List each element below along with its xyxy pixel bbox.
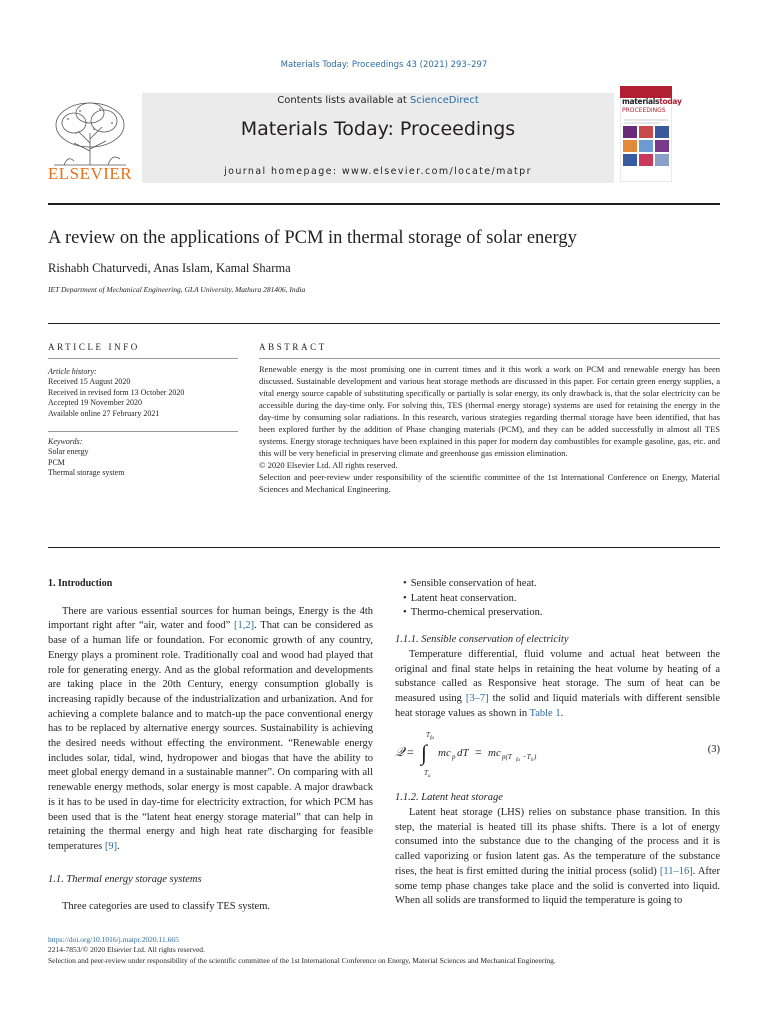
history-item: Received 15 August 2020 (48, 377, 131, 387)
journal-citation[interactable]: Materials Today: Proceedings 43 (2021) 293–297 (280, 60, 488, 70)
contents-line (142, 95, 614, 106)
sensible-paragraph (395, 648, 720, 722)
keywords-rule (48, 431, 238, 432)
left-column (48, 577, 373, 915)
list-item: • Thermo-chemical preservation. (403, 606, 720, 621)
journal-title: Materials Today: Proceedings (240, 118, 516, 140)
abstract-heading: ABSTRACT (259, 342, 327, 352)
svg-text:mc: mc (438, 747, 451, 760)
keyword: Solar energy (48, 447, 89, 457)
cover-title (622, 97, 682, 106)
contents-prefix: Contents lists available at (277, 95, 411, 106)
abstract-selection: Selection and peer-review under responsibility of the scientific committee of the 1st International Conference on Energy, Material Sciences and Mechanical Engineering. (259, 472, 720, 494)
sensible-text: the solid and liquid materials with different sensible heat storage values as shown in (395, 692, 720, 719)
keyword: PCM (48, 457, 65, 467)
keywords (48, 437, 124, 479)
abstract-rule (259, 358, 720, 359)
abstract-text: Renewable energy is the most promising one in current times and it this work a work on PCM and renewable energy has been discussed. Sustainable development and various heat storage methods are discussed in this paper. For certain green energy supplies, a vital energy source capable of substituting specifically or partially is solar energy, its only drawback is, that the solar electricity can be accessible during the day-time only. For solving this, TES (thermal energy storage) systems are used for retaining the energy in the day-time by consuming solar radiations. In this research, various strategies regarding thermal storage have been identified, that has been explored further by the addition of Phase changing materials (PCM), and they can be added successfully in almost all TES systems. Energy storage techniques have been explained in this paper for modern day combustibles for example gasoline, gas, etc. and this will be very beneficial in preserving climate and greenhouse gas emission elimination. (259, 364, 720, 458)
equation-graphic (395, 721, 645, 783)
elsevier-wordmark: ELSEVIER (47, 164, 133, 183)
svg-text:−T: −T (522, 753, 531, 762)
cover-subtitle: PROCEEDINGS (622, 107, 666, 114)
citation-link[interactable]: [1,2] (234, 620, 255, 632)
article-info-heading: ARTICLE INFO (48, 342, 140, 352)
svg-text:p: p (452, 753, 456, 762)
svg-text:mc: mc (488, 747, 501, 760)
intro-text: There are various essential sources for human beings, Energy is the 4th important right after “air, water and food” (48, 605, 373, 632)
affiliation: IET Department of Mechanical Engineering, GLA University, Mathura 281406, India (48, 285, 306, 294)
svg-text:a: a (428, 774, 431, 780)
list-item: • Sensible conservation of heat. (403, 577, 720, 592)
cover-title-materials: materials (622, 97, 660, 106)
latent-text: . After some temp phase changes take place and the solid is converted into liquid. When all solids are transformed to liquid the temperature is going to (395, 865, 720, 907)
elsevier-logo (44, 93, 136, 183)
svg-text:=: = (475, 745, 482, 760)
svg-text:∫: ∫ (421, 740, 428, 766)
tes-category-list (395, 577, 720, 621)
svg-text:T: T (426, 731, 430, 740)
subsection-heading-tes: 1.1. Thermal energy storage systems (48, 873, 202, 885)
section-heading-introduction: 1. Introduction (48, 578, 113, 589)
right-column (395, 577, 720, 909)
svg-text:fu: fu (430, 736, 434, 742)
equation-3 (395, 721, 720, 783)
history-item: Received in revised form 13 October 2020 (48, 387, 185, 397)
svg-text:): ) (534, 753, 537, 762)
page-footer (48, 935, 556, 966)
keywords-label: Keywords: (48, 437, 83, 446)
sensible-text: Temperature differential, fluid volume and actual heat between the original and final state helps in retaining the heat volume by heating of a substance called as Responsive heat storage. The sum of heat can be measured using (395, 648, 720, 704)
subsection-heading-latent: 1.1.2. Latent heat storage (395, 792, 503, 804)
homepage-prefix: journal homepage: (224, 166, 342, 177)
citation-link[interactable]: [9] (104, 840, 118, 852)
svg-text:=: = (407, 745, 414, 760)
tes-paragraph: Three categories are used to classify TES system. (62, 901, 270, 913)
list-item: • Latent heat conservation. (403, 592, 720, 607)
svg-text:𝒬: 𝒬 (395, 744, 405, 760)
abstract-body (259, 363, 720, 495)
journal-homepage (142, 166, 614, 177)
homepage-url[interactable]: www.elsevier.com/locate/matpr (341, 166, 532, 177)
sensible-text: . (560, 707, 564, 719)
history-item: Accepted 19 November 2020 (48, 398, 142, 408)
svg-text:dT: dT (457, 747, 469, 760)
sciencedirect-link[interactable]: ScienceDirect (410, 95, 479, 106)
svg-text:T: T (424, 769, 428, 778)
citation-link[interactable]: [3–7] (465, 692, 489, 704)
abstract-end-rule (48, 547, 720, 548)
latent-text: Latent heat storage (LHS) relies on substance phase transition. In this step, the material is heated till its phase shifts. There is a lot of energy consumed into the substance due to the changing of the process and it is called vaporizing or fusion latent gas. As the temperature of the substance rises, the heat is first emitted during the initial process (solid) (395, 807, 720, 877)
journal-cover-thumbnail[interactable] (620, 86, 682, 182)
abstract-copyright: © 2020 Elsevier Ltd. All rights reserved. (259, 460, 398, 470)
citation-link[interactable]: [11–16] (659, 865, 693, 877)
info-rule (48, 358, 238, 359)
footer-selection: Selection and peer-review under responsibility of the scientific committee of the 1st International Conference on Energy, Material Sciences and Mechanical Engineering. (48, 955, 556, 965)
cover-title-today: today (659, 97, 682, 106)
table-link[interactable]: Table 1 (529, 707, 561, 719)
history-label: Article history: (48, 367, 97, 376)
title-rule (48, 323, 720, 324)
equation-number: (3) (707, 744, 720, 756)
keyword: Thermal storage system (48, 468, 125, 478)
svg-text:p(T: p(T (502, 753, 512, 762)
intro-text: . That can be considered as base of a human life or foundation. For economic growth of any country, Energy plays a prominent role. Traditionally coal and wood had played that role for generating energy. And as the global reformation and developments are taking place in the 20th Century, energy consumption globally is increasing rapidly because of the industrialization and urbanization. And for achieving a complete balance and to match-up the pace conventional energy has to be replaced by alternative energy sources. Sustainability is achieving the desired needs without effecting the environment. “Renewable energy includes solar, tidal, wind, hydropower and biogas that have the ability to meet global energy demand in a sustainable manner”. On comparing with all renewable energy methods, solar energy is most capable. A major drawback is it has to be used in day-time for electricity extraction, for which PCM has been used that is the “latent heat energy storage material” that can help in retaining the thermal energy and high heat rate discharging for feasible temperatures (48, 620, 374, 852)
issn-copyright: 2214-7853/© 2020 Elsevier Ltd. All rights reserved. (48, 945, 205, 955)
paper-title: A review on the applications of PCM in thermal storage of solar energy (48, 228, 577, 248)
subsection-heading-sensible: 1.1.1. Sensible conservation of electricity (395, 634, 569, 646)
latent-paragraph (395, 806, 720, 909)
authors: Rishabh Chaturvedi, Anas Islam, Kamal Sharma (48, 261, 291, 275)
doi-link[interactable]: https://doi.org/10.1016/j.matpr.2020.11.665 (48, 935, 179, 944)
header-rule (48, 203, 720, 205)
svg-text:fu: fu (516, 758, 520, 764)
history-item: Available online 27 February 2021 (48, 408, 160, 418)
svg-text:h: h (531, 758, 534, 764)
article-history (48, 367, 184, 419)
intro-paragraph (48, 605, 373, 855)
intro-text: . (117, 840, 120, 852)
